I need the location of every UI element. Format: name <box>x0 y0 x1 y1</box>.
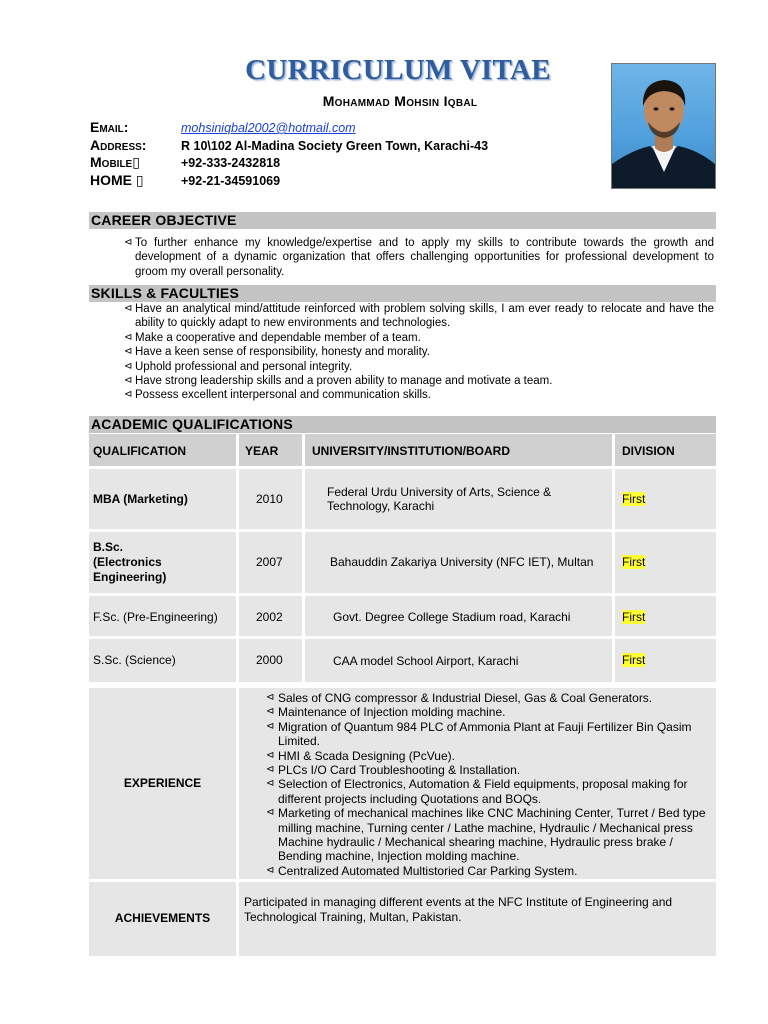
division-highlight: First <box>622 492 646 506</box>
list-item: ⊲ Have strong leadership skills and a proven ability to manage and motivate a team. <box>124 375 553 388</box>
bullet-arrow-icon: ⊲ <box>266 764 275 776</box>
table-row-qualification: F.Sc. (Pre-Engineering) <box>89 596 236 636</box>
list-item: ⊲ Possess excellent interpersonal and communication skills. <box>124 389 431 402</box>
email-label: Email: <box>90 119 129 135</box>
table-row-institution: Federal Urdu University of Arts, Science & Technology, Karachi <box>305 469 612 529</box>
skills-heading: SKILLS & FACULTIES <box>89 285 716 302</box>
achievements-text: Participated in managing different events at the NFC Institute of Engineering and Technological Training, Multan, Pakistan. <box>244 895 673 924</box>
column-header-year: YEAR <box>239 434 302 466</box>
list-item: ⊲ Centralized Automated Multistoried Car Parking System. <box>266 863 578 878</box>
table-row-division <box>615 469 716 529</box>
table-row-qualification: MBA (Marketing) <box>89 469 236 529</box>
table-row-division <box>615 596 716 636</box>
division-highlight: First <box>622 653 646 667</box>
division-highlight: First <box>622 555 646 569</box>
table-row-institution: Bahauddin Zakariya University (NFC IET), Multan <box>305 532 612 593</box>
bullet-arrow-icon: ⊲ <box>266 706 275 718</box>
table-row-institution: CAA model School Airport, Karachi <box>305 639 612 682</box>
address-label: Address: <box>90 136 147 153</box>
bullet-arrow-icon: ⊲ <box>124 389 133 401</box>
table-row-division <box>615 532 716 593</box>
bullet-arrow-icon: ⊲ <box>124 331 133 343</box>
table-row-year: 2000 <box>239 639 302 682</box>
list-item: ⊲ Marketing of mechanical machines like CNC Machining Center, Turret / Bed type milling machine, Turning center / Lathe machine, Hydraulic / Mechanical press Machine hydraulic / Mechanical shearing machine, Hydraulic press brake / Bending machine, Injection molding machine. <box>266 806 706 864</box>
list-item: ⊲ Have an analytical mind/attitude reinforced with problem solving skills, I am ever ready to relocate and have the ability to quickly adapt to new environments and technologies. <box>124 303 714 330</box>
skills-list <box>120 302 714 403</box>
mobile-label: Mobile▯ <box>90 154 140 170</box>
experience-list <box>264 691 710 878</box>
list-item: ⊲ HMI & Scada Designing (PcVue). <box>266 748 455 763</box>
achievements-cell <box>239 882 716 956</box>
career-objective-list <box>120 236 714 279</box>
career-objective-heading: CAREER OBJECTIVE <box>89 212 716 229</box>
table-row-qualification: B.Sc. (Electronics Engineering) <box>89 532 236 593</box>
table-row-qualification: S.Sc. (Science) <box>89 639 236 682</box>
home-value: +92-21-34591069 <box>181 173 281 188</box>
list-item: ⊲ Sales of CNG compressor & Industrial Diesel, Gas & Coal Generators. <box>266 691 653 705</box>
division-highlight: First <box>622 610 646 624</box>
table-row-division <box>615 639 716 682</box>
list-item: ⊲ Make a cooperative and dependable member of a team. <box>124 331 421 344</box>
bullet-arrow-icon: ⊲ <box>124 237 133 248</box>
bullet-arrow-icon: ⊲ <box>266 778 275 790</box>
table-row-year: 2010 <box>239 469 302 529</box>
portrait-image <box>612 64 715 188</box>
address-value: R 10\102 Al-Madina Society Green Town, Karachi-43 <box>181 138 489 153</box>
bullet-arrow-icon: ⊲ <box>266 749 275 761</box>
bullet-arrow-icon: ⊲ <box>124 360 133 372</box>
column-header-division: DIVISION <box>615 434 716 466</box>
bullet-arrow-icon: ⊲ <box>124 346 133 358</box>
list-item: ⊲ To further enhance my knowledge/expertise and to apply my skills to contribute towards the growth and development of a dynamic organization that offers challenging opportunities for professional development to groom my overall personality. <box>124 237 714 278</box>
list-item: ⊲ Migration of Quantum 984 PLC of Ammonia Plant at Fauji Fertilizer Bin Qasim Limited. <box>266 719 692 749</box>
bullet-arrow-icon: ⊲ <box>124 303 133 314</box>
column-header-qualification: QUALIFICATION <box>89 434 236 466</box>
list-item: ⊲ Maintenance of Injection molding machine. <box>266 705 506 720</box>
profile-photo <box>611 63 716 189</box>
table-row-institution: Govt. Degree College Stadium road, Karachi <box>305 596 612 636</box>
email-link[interactable]: mohsiniqbal2002@hotmail.com <box>181 121 356 135</box>
achievements-label-cell: ACHIEVEMENTS <box>89 882 236 956</box>
bullet-arrow-icon: ⊲ <box>266 864 275 876</box>
cv-title: CURRICULUM VITAE <box>245 54 551 86</box>
table-row-year: 2007 <box>239 532 302 593</box>
column-header-institution: UNIVERSITY/INSTITUTION/BOARD <box>305 434 612 466</box>
bullet-arrow-icon: ⊲ <box>124 375 133 387</box>
academic-heading: ACADEMIC QUALIFICATIONS <box>89 416 716 433</box>
list-item: ⊲ Have a keen sense of responsibility, honesty and morality. <box>124 346 430 359</box>
bullet-arrow-icon: ⊲ <box>266 720 275 732</box>
candidate-name: Mohammad Mohsin Iqbal <box>322 93 478 109</box>
bullet-arrow-icon: ⊲ <box>266 807 275 819</box>
experience-cell <box>239 688 716 879</box>
list-item: ⊲ Uphold professional and personal integrity. <box>124 360 353 373</box>
mobile-value: +92-333-2432818 <box>181 156 281 170</box>
experience-label-cell: EXPERIENCE <box>89 688 236 879</box>
list-item: ⊲ Selection of Electronics, Automation & Field equipments, proposal making for different projects including Quotations and BOQs. <box>266 777 688 806</box>
home-label: HOME ▯ <box>90 171 144 188</box>
table-row-year: 2002 <box>239 596 302 636</box>
list-item: ⊲ PLCs I/O Card Troubleshooting & Installation. <box>266 763 521 778</box>
bullet-arrow-icon: ⊲ <box>266 692 275 703</box>
